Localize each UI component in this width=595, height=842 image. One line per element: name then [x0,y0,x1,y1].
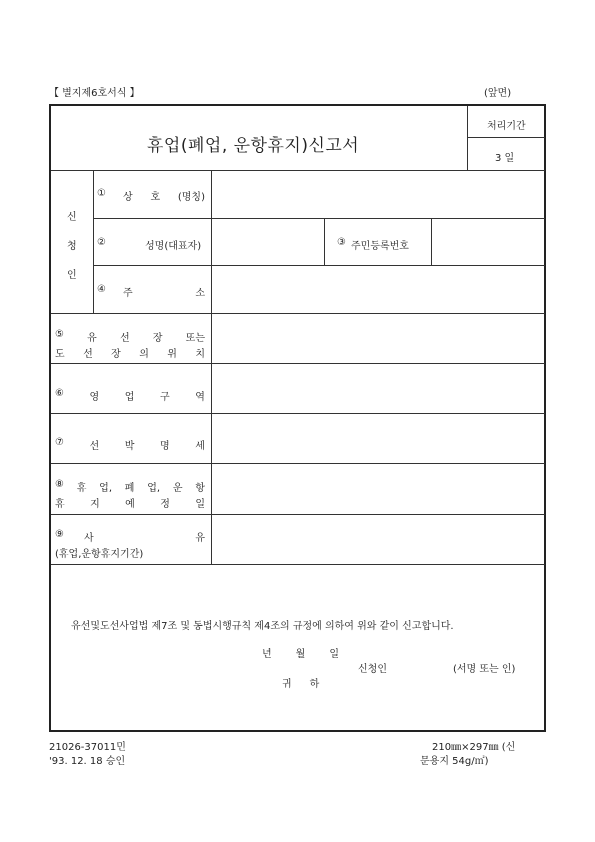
signature-instruction: (서명 또는 인) [453,664,516,675]
label-char: 폐 [124,483,135,494]
label-char: 휴 [55,499,65,510]
label-char: 박 [124,441,135,452]
item-number: ① [97,188,106,199]
label-char: ⑤ [55,329,64,340]
label-char: 호 [150,192,161,203]
label-char: 하 [309,679,320,690]
label-char: 치 [195,349,205,360]
addressee-label [282,675,319,690]
label-char: 선 [119,333,130,344]
label-char: ⑦ [55,437,64,448]
declaration-statement: 유선및도선사업법 제7조 및 동법시행규칙 제4조의 규정에 의하여 위와 같이 신고합니다. [71,621,454,632]
location-field[interactable] [212,314,544,362]
label-char: 상 [123,192,133,203]
label-char: 장 [152,333,163,344]
paper-size: 210㎜×297㎜ (신 [432,742,516,753]
reason-field[interactable] [212,515,544,563]
label-char: 소 [195,288,205,299]
label-char: 도 [55,349,65,360]
vessel-details-field[interactable] [212,414,544,462]
reason-label-line1 [55,529,205,544]
applicant-group-char: 청 [67,241,77,252]
divider [51,564,545,565]
label-char: 역 [195,392,205,403]
date-year-label: 년 [262,649,272,660]
form-code: 21026-37011민 [49,742,126,753]
label-char: 또는 [185,333,205,344]
declaration-date [262,645,339,660]
label-char: 업, [99,483,113,494]
applicant-signature-label: 신청인 [358,664,387,675]
applicant-group-char: 신 [67,212,77,223]
label-char: 휴 [76,483,87,494]
location-label-line1 [55,329,205,344]
processing-period-value: 3 일 [495,153,515,164]
representative-name-field[interactable] [212,219,323,264]
page-side-label: (앞면) [484,88,512,99]
label-char: 사 [83,533,94,544]
label-char: ⑥ [55,388,64,399]
label-char: ⑧ [55,479,64,490]
reason-label-line2: (휴업,운항휴지기간) [55,549,144,560]
location-label-line2 [55,345,205,360]
label-char: 영 [89,392,100,403]
label-char: ⑨ [55,529,64,540]
resident-number-field[interactable] [432,219,544,264]
label-char: 의 [139,349,149,360]
label-char: 업 [124,392,135,403]
date-day-label: 일 [329,649,340,660]
label-char: 정 [160,499,170,510]
label-char: 예 [125,499,135,510]
label-char: 주 [123,288,133,299]
processing-period-label: 처리기간 [487,121,526,132]
divider [93,170,94,313]
divider [467,106,468,170]
business-area-label [55,388,205,403]
label-char: 장 [111,349,121,360]
business-area-field[interactable] [212,364,544,412]
paper-spec: 문용지 54g/㎡) [420,756,489,767]
item-number: ③ [337,237,346,248]
address-label [123,284,205,299]
divider [324,218,325,265]
resident-number-label: 주민등록번호 [351,241,409,252]
label-char: 운 [172,483,183,494]
scheduled-date-field[interactable] [212,464,544,513]
scheduled-date-label-line1 [55,479,205,494]
label-char: 업, [147,483,161,494]
label-char: 세 [195,441,205,452]
label-char: 선 [89,441,100,452]
scheduled-date-label-line2 [55,495,205,510]
label-char: 선 [83,349,93,360]
business-name-label [123,188,205,203]
label-char: 항 [195,483,205,494]
label-char: 명 [160,441,170,452]
label-char: (명칭) [177,192,205,203]
label-char: 지 [90,499,100,510]
label-char: 위 [167,349,177,360]
item-number: ② [97,237,106,248]
form-number: 【 별지제6호서식 】 [49,88,140,99]
label-char: 일 [195,499,205,510]
label-char: 유 [195,533,205,544]
applicant-group-char: 인 [67,270,77,281]
label-char: 귀 [282,679,292,690]
item-number: ④ [97,284,106,295]
approval-date: '93. 12. 18 승인 [49,756,126,767]
form-title: 휴업(폐업, 운항휴지)신고서 [147,136,360,156]
representative-name-label: 성명(대표자) [145,241,202,252]
label-char: 구 [160,392,170,403]
address-field[interactable] [212,266,544,312]
business-name-field[interactable] [212,171,544,217]
divider [467,137,545,138]
report-form [49,104,546,732]
date-month-label: 월 [295,649,306,660]
label-char: 유 [87,333,97,344]
vessel-details-label [55,437,205,452]
